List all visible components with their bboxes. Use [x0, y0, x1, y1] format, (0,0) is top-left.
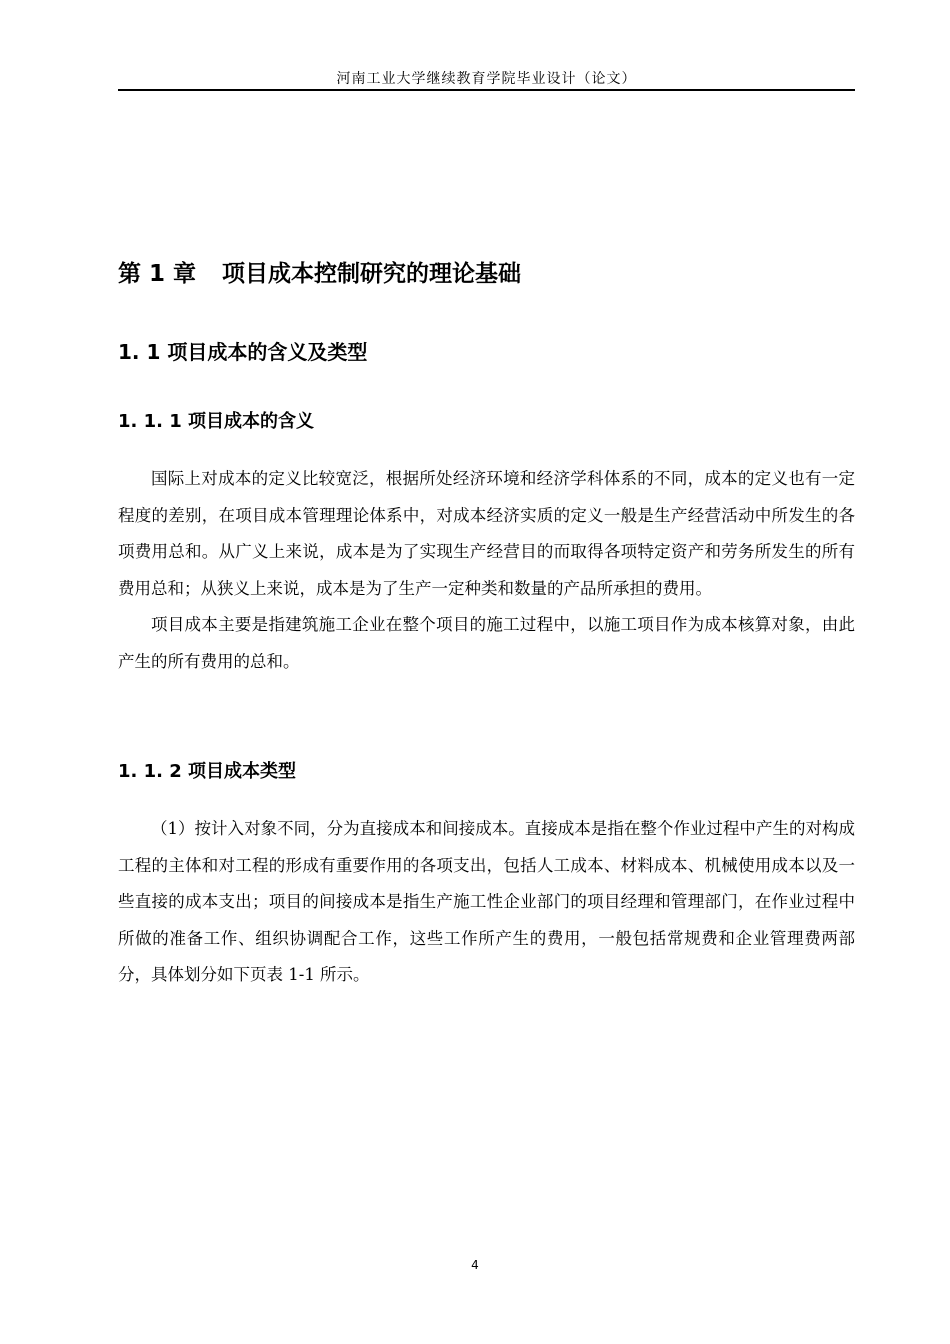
paragraph: （1）按计入对象不同，分为直接成本和间接成本。直接成本是指在整个作业过程中产生的对构成工程的主体和对工程的形成有重要作用的各项支出，包括人工成本、材料成本、机械使用成本以及一些直接的成本支出；项目的间接成本是指生产施工性企业部门的项目经理和管理部门，在作业过程中所做的准备工作、组织协调配合工作，这些工作所产生的费用，一般包括常规费和企业管理费两部分，具体划分如下页表 1-1 所示。 [118, 819, 855, 984]
section-1-1-2-body [118, 811, 855, 994]
page-number: 4 [471, 1258, 479, 1272]
paragraph: 国际上对成本的定义比较宽泛，根据所处经济环境和经济学科体系的不同，成本的定义也有一定程度的差别，在项目成本管理理论体系中，对成本经济实质的定义一般是生产经营活动中所发生的各项费用总和。从广义上来说，成本是为了实现生产经营目的而取得各项特定资产和劳务所发生的所有费用总和；从狭义上来说，成本是为了生产一定种类和数量的产品所承担的费用。 [118, 469, 855, 598]
paragraph: 项目成本主要是指建筑施工企业在整个项目的施工过程中，以施工项目作为成本核算对象，由此产生的所有费用的总和。 [118, 615, 855, 671]
chapter-heading [118, 258, 521, 290]
chapter-title: 项目成本控制研究的理论基础 [222, 261, 522, 287]
section-heading-1-1-1: 1. 1. 1 项目成本的含义 [118, 411, 315, 432]
running-header: 河南工业大学继续教育学院毕业设计（论文） [336, 71, 637, 87]
section-1-1-1-body [118, 461, 855, 680]
chapter-number: 第 1 章 [118, 261, 197, 287]
section-heading-1-1-2: 1. 1. 2 项目成本类型 [118, 761, 297, 782]
section-heading-1-1: 1. 1 项目成本的含义及类型 [118, 340, 368, 364]
header-rule [118, 89, 855, 91]
